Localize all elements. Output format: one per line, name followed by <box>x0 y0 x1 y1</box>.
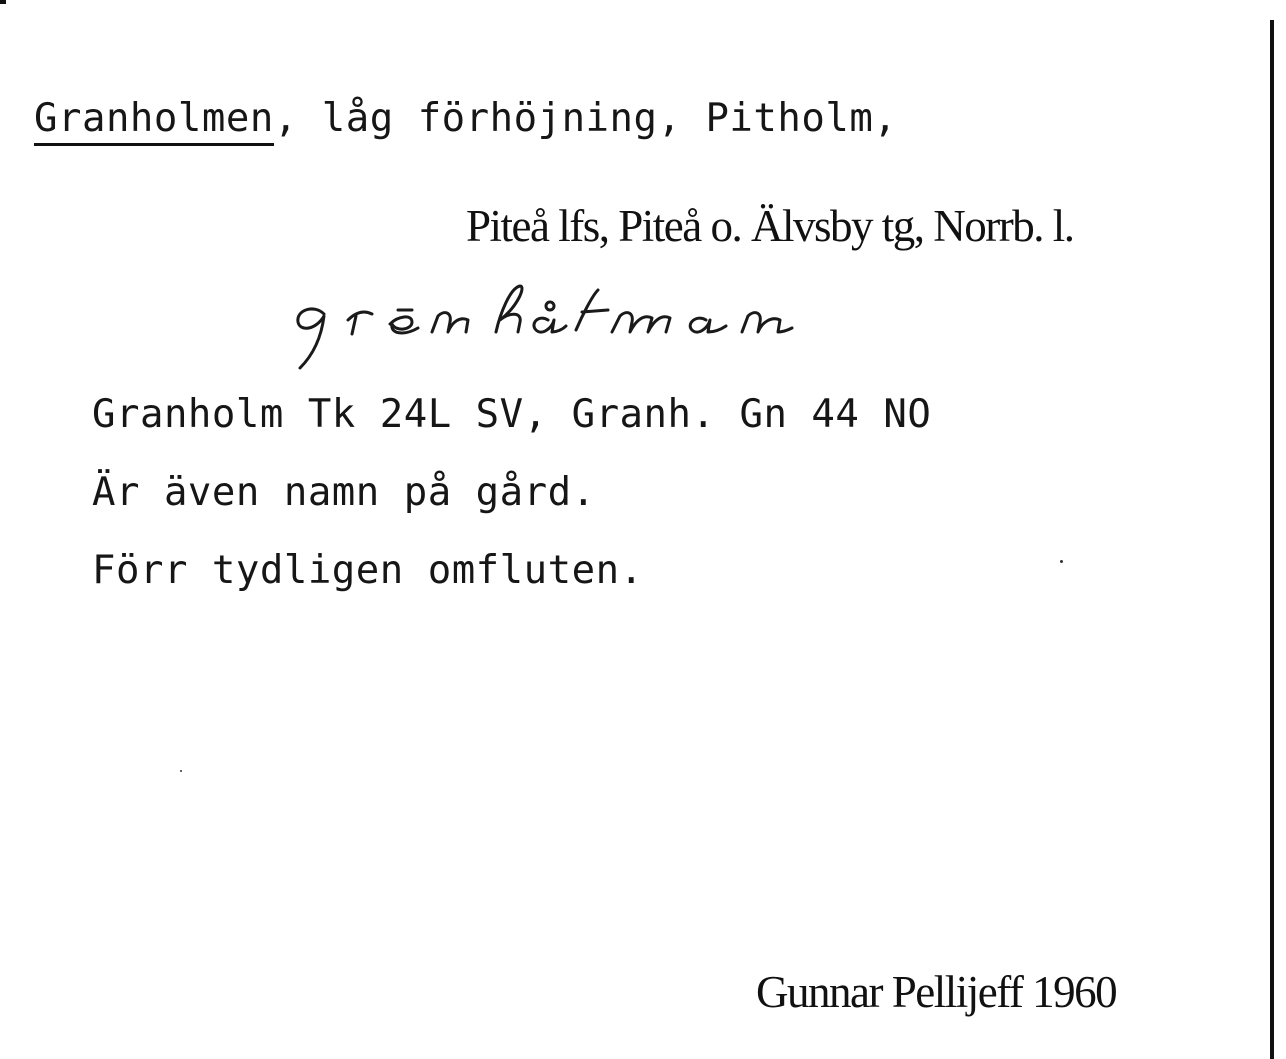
speck <box>180 770 182 772</box>
signature: Gunnar Pellijeff 1960 <box>756 967 1117 1017</box>
corner-mark <box>0 0 6 4</box>
reference-line: Granholm Tk 24L SV, Granh. Gn 44 NO <box>92 392 932 437</box>
note-line: Förr tydligen omfluten. <box>92 548 644 593</box>
card-edge-line <box>1270 20 1274 1059</box>
handwritten-pronunciation <box>286 276 886 376</box>
note-line: Är även namn på gård. <box>92 470 596 515</box>
speck <box>1060 560 1063 563</box>
headword-line <box>34 96 897 141</box>
admin-location: Piteå lfs, Piteå o. Älvsby tg, Norrb. l. <box>466 201 1074 251</box>
headword: Granholmen <box>34 96 274 146</box>
headword-description: , låg förhöjning, Pitholm, <box>273 96 898 141</box>
